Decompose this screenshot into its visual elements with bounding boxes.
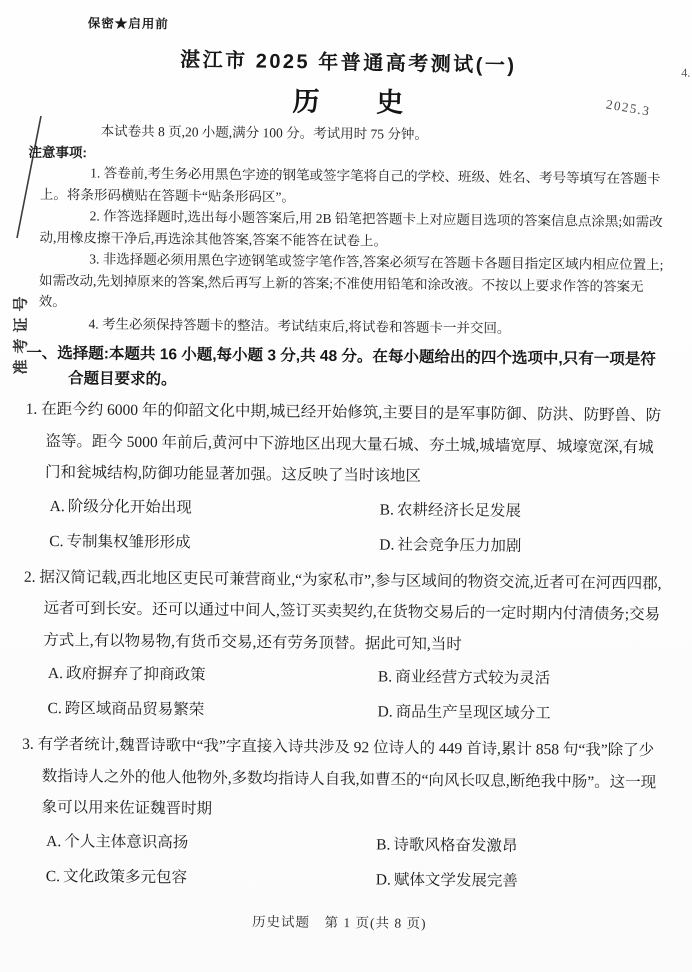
question-3-option-d — [376, 862, 659, 900]
security-notice: 保密★启用前 — [87, 16, 169, 32]
note-item-2: 2. 作答选择题时,选出每小题答案后,用 2B 铅笔把答题卡上对应题目选项的答案信息点涂黑;如需改动,用橡皮擦干净后,再选涂其他答案,答案不能答在试卷上。 — [39, 208, 663, 249]
option-text: 诗歌风格奋发激昂 — [393, 836, 518, 855]
question-2-option-a — [48, 656, 378, 694]
option-label: C. — [49, 532, 64, 550]
exam-title: 湛江市 2025 年普通高考测试(一) — [179, 49, 517, 78]
option-label: B. — [377, 668, 393, 686]
subject-title: 历 史 — [292, 86, 419, 118]
note-item-4: 4. 考生必须保持答题卡的整洁。考试结束后,将试卷和答题卡一并交回。 — [88, 315, 511, 336]
question-3-text: 有学者统计,魏晋诗歌中“我”字直接入诗共涉及 92 位诗人的 449 首诗,累计 858 句“我”除了少数指诗人之外的他人他物外,多数均指诗人自我,如曹丕的“向风长叹息,断绝我中肠”。这一现象可以用来佐证魏晋时期 — [37, 735, 657, 818]
option-label: A. — [47, 664, 64, 683]
question-2 — [22, 561, 662, 732]
question-1-number: 1. — [25, 400, 38, 418]
question-2-number: 2. — [23, 568, 36, 586]
option-text: 个人主体意识高扬 — [64, 832, 189, 851]
question-2-text: 据汉简记载,西北地区吏民可兼营商业,“为家私市”,参与区域间的物资交流,近者可在河西四郡,远者可到长安。还可以通过中间人,签订买卖契约,在货物交易后的一定时期内付清债务;交易方式上,有以物易物,有货币交易,还有劳务顶替。据此可知,当时 — [39, 568, 662, 653]
notes-heading: 注意事项: — [28, 144, 87, 161]
question-1 — [24, 394, 664, 565]
corner-page-mark: 4. — [681, 65, 691, 80]
option-text: 阶级分化开始出现 — [67, 497, 192, 516]
option-label: C. — [45, 867, 61, 885]
option-text: 赋体文学发展完善 — [393, 871, 518, 890]
question-3-option-c — [46, 858, 376, 896]
question-2-options — [47, 656, 661, 732]
option-label: B. — [376, 835, 391, 854]
exam-notes — [26, 141, 666, 341]
page-footer: 历史试题 第 1 页(共 8 页) — [252, 913, 427, 931]
paper-info-line: 本试卷共 8 页,20 小题,满分 100 分。考试用时 75 分钟。 — [100, 123, 429, 142]
question-2-option-c — [47, 691, 377, 729]
exam-date-note: 2025.3 — [605, 96, 652, 119]
question-1-stem — [25, 394, 664, 495]
section-heading-multiple-choice: 一、选择题:本题共 16 小题,每小题 3 分,共 48 分。在每小题给出的四个选项中,只有一项是符合题目要求的。 — [26, 344, 656, 389]
option-text: 农耕经济长足发展 — [396, 501, 521, 520]
option-label: A. — [49, 497, 65, 515]
option-text: 政府摒弃了抑商政策 — [65, 665, 206, 684]
question-2-option-b — [378, 659, 661, 697]
option-text: 社会竞争压力加剧 — [397, 536, 522, 555]
question-1-options — [49, 488, 663, 564]
option-text: 商品生产呈现区域分工 — [395, 703, 551, 723]
question-1-option-c — [49, 523, 379, 561]
note-item-1: 1. 答卷前,考生务必用黑色字迹的钢笔或签字笔将自己的学校、班级、姓名、考号等填写在答题卡上。将条形码横贴在答题卡“贴条形码区”。 — [39, 165, 661, 205]
question-3-options — [46, 823, 660, 899]
option-label: D. — [379, 535, 395, 554]
option-label: B. — [379, 500, 394, 519]
question-1-option-b — [379, 492, 662, 530]
question-3 — [21, 729, 661, 900]
question-3-option-a — [46, 823, 376, 861]
question-1-option-d — [379, 527, 662, 565]
admission-ticket-seal-label: 准考证号 — [12, 290, 30, 375]
option-label: A. — [46, 832, 62, 850]
question-1-text: 在距今约 6000 年的仰韶文化中期,城已经开始修筑,主要目的是军事防御、防洪、防野兽、防盗等。距今 5000 年前后,黄河中下游地区出现大量石城、夯土城,城墙宽厚、城壕宽深,有城门和瓮城结构,防御功能显著加强。这反映了当时该地区 — [41, 400, 662, 485]
note-item-3: 3. 非选择题必须用黑色字迹钢笔或签字笔作答,答案必须写在答题卡各题目指定区域内相应位置上;如需改动,先划掉原来的答案,然后再写上新的答案;不准使用铅笔和涂改液。不按以上要求作答的答案无效。 — [38, 251, 664, 310]
option-label: D. — [377, 703, 393, 721]
option-text: 文化政策多元包容 — [62, 867, 188, 886]
question-3-number: 3. — [22, 735, 34, 753]
question-3-option-b — [376, 827, 659, 865]
question-3-stem — [21, 729, 660, 830]
option-text: 商业经营方式较为灵活 — [395, 668, 551, 688]
question-1-option-a — [50, 488, 380, 526]
option-label: D. — [375, 870, 391, 889]
option-label: C. — [47, 699, 62, 718]
option-text: 专制集权雏形形成 — [66, 532, 191, 551]
question-2-stem — [23, 561, 662, 662]
question-2-option-d — [377, 694, 660, 732]
option-text: 跨区域商品贸易繁荣 — [64, 700, 205, 719]
